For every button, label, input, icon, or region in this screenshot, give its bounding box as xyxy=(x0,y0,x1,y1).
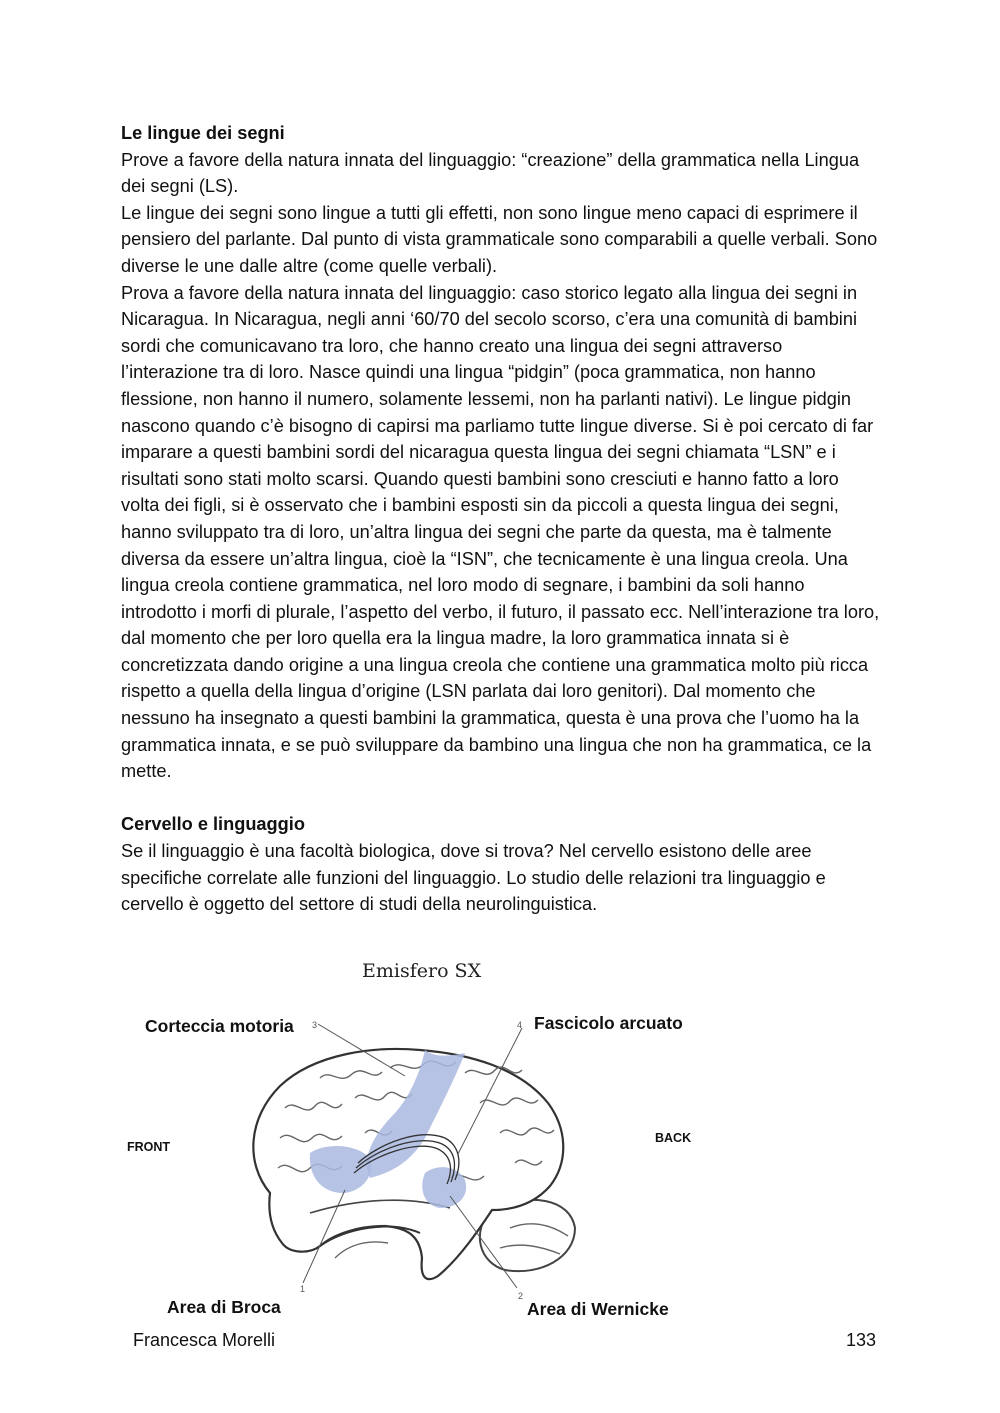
brain-figure xyxy=(120,958,760,1323)
document-body xyxy=(121,120,881,918)
number-broca: 1 xyxy=(300,1284,306,1294)
section-heading-cervello: Cervello e linguaggio xyxy=(121,814,305,835)
footer-author: Francesca Morelli xyxy=(133,1330,276,1350)
paragraph: Le lingue dei segni sono lingue a tutti gli effetti, non sono lingue meno capaci di esprimere il pensiero del parlante. Dal punto di vista grammaticale sono comparabili a quelle verbali. Sono diverse le une dalle altre (come quelle verbali). xyxy=(121,202,878,276)
number-wernicke: 2 xyxy=(518,1291,524,1301)
figure-caption: Emisfero SX xyxy=(362,960,482,982)
paragraph: Se il linguaggio è una facoltà biologica, dove si trova? Nel cervello esistono delle aree specifiche correlate alle funzioni del linguaggio. Lo studio delle relazioni tra linguaggio e cervello è oggetto del settore di studi della neurolinguistica. xyxy=(121,841,826,915)
label-broca: Area di Broca xyxy=(167,1297,281,1317)
page-number: 133 xyxy=(846,1330,877,1350)
paragraph: Prove a favore della natura innata del linguaggio: “creazione” della grammatica nella Lingua dei segni (LS). xyxy=(121,149,860,197)
section-heading-lingue-segni: Le lingue dei segni xyxy=(121,123,285,143)
label-motor-cortex: Corteccia motoria xyxy=(145,1016,294,1036)
label-arcuate-fasciculus: Fascicolo arcuato xyxy=(534,1013,683,1033)
number-motor-cortex: 3 xyxy=(312,1020,318,1030)
label-front: FRONT xyxy=(127,1140,171,1154)
label-back: BACK xyxy=(655,1131,692,1145)
paragraph: Prova a favore della natura innata del linguaggio: caso storico legato alla lingua dei segni in Nicaragua. In Nicaragua, negli anni ‘60/70 del secolo scorso, c’era una comunità di bambini sordi che comunicavano tra loro, che hanno creato una lingua dei segni attraverso l’interazione tra di loro. Nasce quindi una lingua “pidgin” (poca grammatica, non hanno flessione, non hanno il numero, solamente lessemi, non ha parlanti nativi). Le lingue pidgin nascono quando c’è bisogno di capirsi ma parliamo tutte lingue diverse. Si è poi cercato di far imparare a questi bambini sordi del nicaragua questa lingua dei segni chiamata “LSN” e i risultati sono stati molto scarsi. Quando questi bambini sono cresciuti e hanno fatto a loro volta dei figli, si è osservato che i bambini esposti sin da piccoli a questa lingua dei segni, hanno sviluppato tra di loro, un’altra lingua dei segni che parte da questa, ma è talmente diversa da essere un’altra lingua, cioè la “ISN”, che tecnicamente è una lingua creola. Una lingua creola contiene grammatica, nel loro modo di segnare, i bambini da soli hanno introdotto i morfi di plurale, l’aspetto del verbo, il futuro, il passato ecc. Nell’interazione tra loro, dal momento che per loro quella era la lingua madre, la loro grammatica innata si è concretizzata dando origine a una lingua creola che contiene una grammatica molto più ricca rispetto a quella della lingua d’origine (LSN parlata dai loro genitori). Dal momento che nessuno ha insegnato a questi bambini la grammatica, questa è una prova che l’uomo ha la grammatica innata, e se può sviluppare da bambino una lingua che non ha grammatica, ce la mette. xyxy=(121,282,880,782)
number-arcuate: 4 xyxy=(517,1020,523,1030)
label-wernicke: Area di Wernicke xyxy=(527,1299,669,1319)
